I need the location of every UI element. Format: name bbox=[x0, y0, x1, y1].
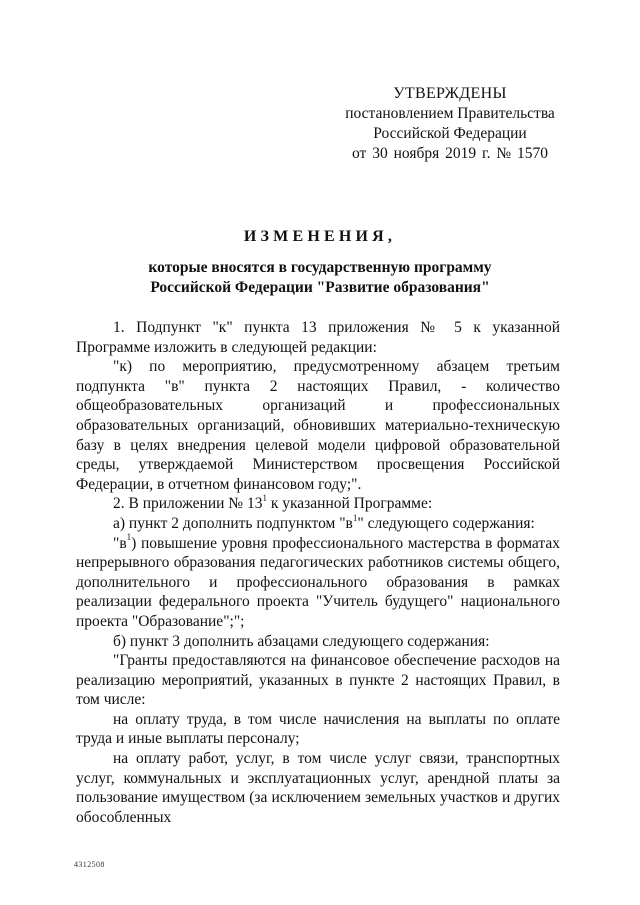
subtitle-line-1: которые вносятся в государственную программу bbox=[148, 259, 492, 276]
paragraph-7: "Гранты предоставляются на финансовое обеспечение расходов на реализацию мероприятий, указанных в пункте 2 настоящих Правил, в том числе: bbox=[76, 652, 560, 709]
paragraph-4 bbox=[76, 514, 560, 534]
subtitle-line-2: Российской Федерации "Развитие образования" bbox=[150, 279, 490, 296]
approval-date: от 30 ноября 2019 г. № 1570 bbox=[352, 145, 548, 162]
document-body bbox=[76, 318, 560, 827]
paragraph-5-superscript: 1 bbox=[126, 532, 132, 543]
paragraph-3 bbox=[76, 494, 560, 514]
approval-line-1: постановлением Правительства bbox=[345, 105, 555, 122]
approval-block bbox=[330, 84, 570, 164]
document-code: 4312508 bbox=[74, 860, 105, 869]
paragraph-3-superscript: 1 bbox=[262, 493, 267, 504]
paragraph-4-pre: а) пункт 2 дополнить подпунктом "в bbox=[113, 514, 353, 532]
paragraph-3-text: 2. В приложении № 13 bbox=[113, 495, 263, 513]
paragraph-5-pre: "в bbox=[113, 534, 127, 552]
paragraph-4-post: " следующего содержания: bbox=[357, 514, 535, 532]
paragraph-3-tail: к указанной Программе: bbox=[266, 495, 433, 513]
paragraph-9: на оплату работ, услуг, в том числе услуг связи, транспортных услуг, коммунальных и эксплуатационных услуг, арендной платы за пользование имуществом (за исключением земельных участков и других обособленных bbox=[76, 750, 560, 826]
paragraph-1: 1. Подпункт "к" пункта 13 приложения № 5 к указанной Программе изложить в следующей редакции: bbox=[76, 319, 560, 356]
paragraph-2: "к) по мероприятию, предусмотренному абзацем третьим подпункта "в" пункта 2 настоящих Правил, - количество общеобразовательных организаций и профессиональных образовательных организаций, обновивших материально-техническую базу в целях внедрения целевой модели цифровой образовательной среды, утверждаемой Министерством просвещения Российской Федерации, в отчетном финансовом году;". bbox=[76, 358, 560, 493]
paragraph-4-superscript: 1 bbox=[352, 512, 358, 523]
paragraph-5-post: ) повышение уровня профессионального мастерства в форматах непрерывного образования педагогических работников системы общего, дополнительного и профессионального образования в рамках реализации федерального проекта "Учитель будущего" национального проекта "Образование";"; bbox=[76, 534, 560, 630]
paragraph-5 bbox=[76, 534, 560, 632]
paragraph-8: на оплату труда, в том числе начисления на выплаты по оплате труда и иные выплаты персоналу; bbox=[76, 710, 560, 748]
paragraph-6: б) пункт 3 дополнить абзацами следующего содержания: bbox=[113, 632, 490, 650]
document-title: ИЗМЕНЕНИЯ, bbox=[243, 228, 397, 245]
approval-line-2: Российской Федерации bbox=[373, 125, 527, 142]
approval-title: УТВЕРЖДЕНЫ bbox=[393, 85, 507, 102]
document-subtitle bbox=[70, 258, 570, 298]
